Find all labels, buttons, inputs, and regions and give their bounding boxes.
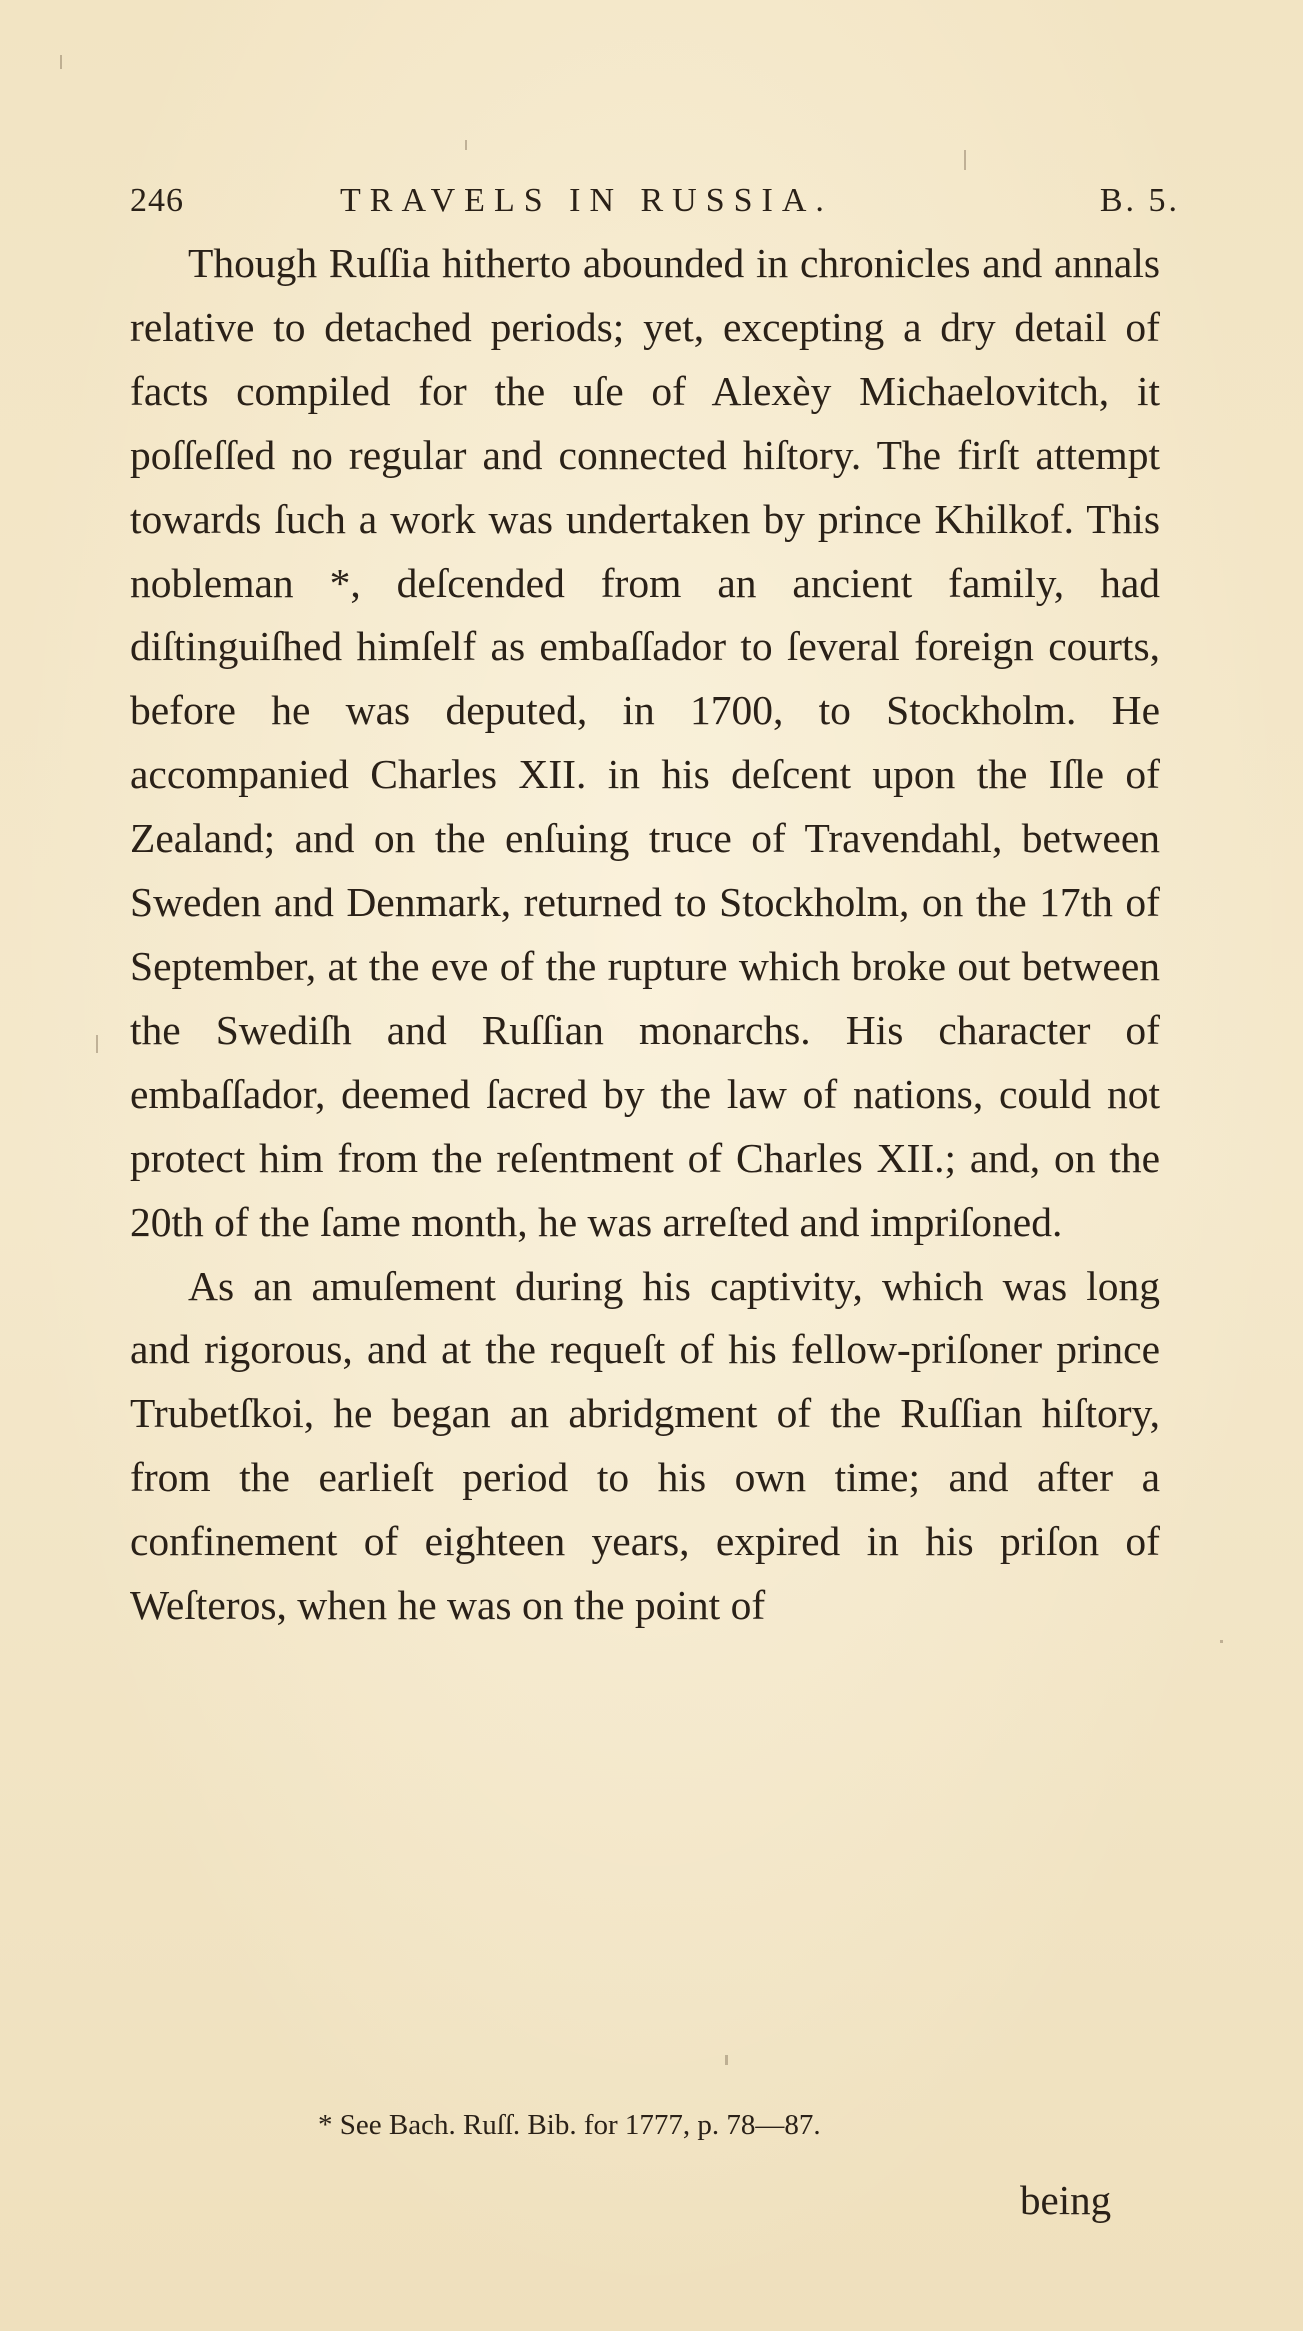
footnote: * See Bach. Ruſſ. Bib. for 1777, p. 78—87. [318,2109,821,2141]
paper-speck [465,140,467,150]
book-reference: B. 5. [1099,182,1180,219]
catchword: being [1020,2177,1112,2223]
paragraph-2: As an amuſement during his captivity, which was long and rigorous, and at the requeſt of his fellow-priſoner prince Trubetſkoi, he began an abridgment of the Ruſſian hiſtory, from the earlieſt period to his own time; and after a confinement of eighteen years, expired in his priſon of Weſteros, when he was on the point of [130,1262,1160,1629]
page-number: 246 [130,182,184,219]
paragraph-1: Though Ruſſia hitherto abounded in chronicles and annals relative to detached periods; yet, excepting a dry detail of facts compiled for the uſe of Alexèy Michaelovitch, it poſſeſſed no regular and connected hiſtory. The firſt attempt towards ſuch a work was undertaken by prince Khilkof. This nobleman *, deſcended from an ancient family, had diſtinguiſhed himſelf as embaſſador to ſeveral foreign courts, before he was deputed, in 1700, to Stockholm. He accompanied Charles XII. in his deſcent upon the Iſle of Zealand; and on the enſuing truce of Travendahl, between Sweden and Denmark, returned to Stockholm, on the 17th of September, at the eve of the rupture which broke out between the Swediſh and Ruſſian monarchs. His character of embaſſador, deemed ſacred by the law of nations, could not protect him from the reſentment of Charles XII.; and, on the 20th of the ſame month, he was arreſted and impriſoned. [130,240,1160,1245]
paper-speck [964,150,966,170]
paper-speck [1220,1640,1223,1643]
body-text [130,232,1160,1638]
paper-speck [60,55,62,69]
paper-speck [725,2055,728,2065]
paper-speck [96,1035,98,1053]
running-title: TRAVELS IN RUSSIA. [340,182,833,219]
running-header [130,176,1180,226]
